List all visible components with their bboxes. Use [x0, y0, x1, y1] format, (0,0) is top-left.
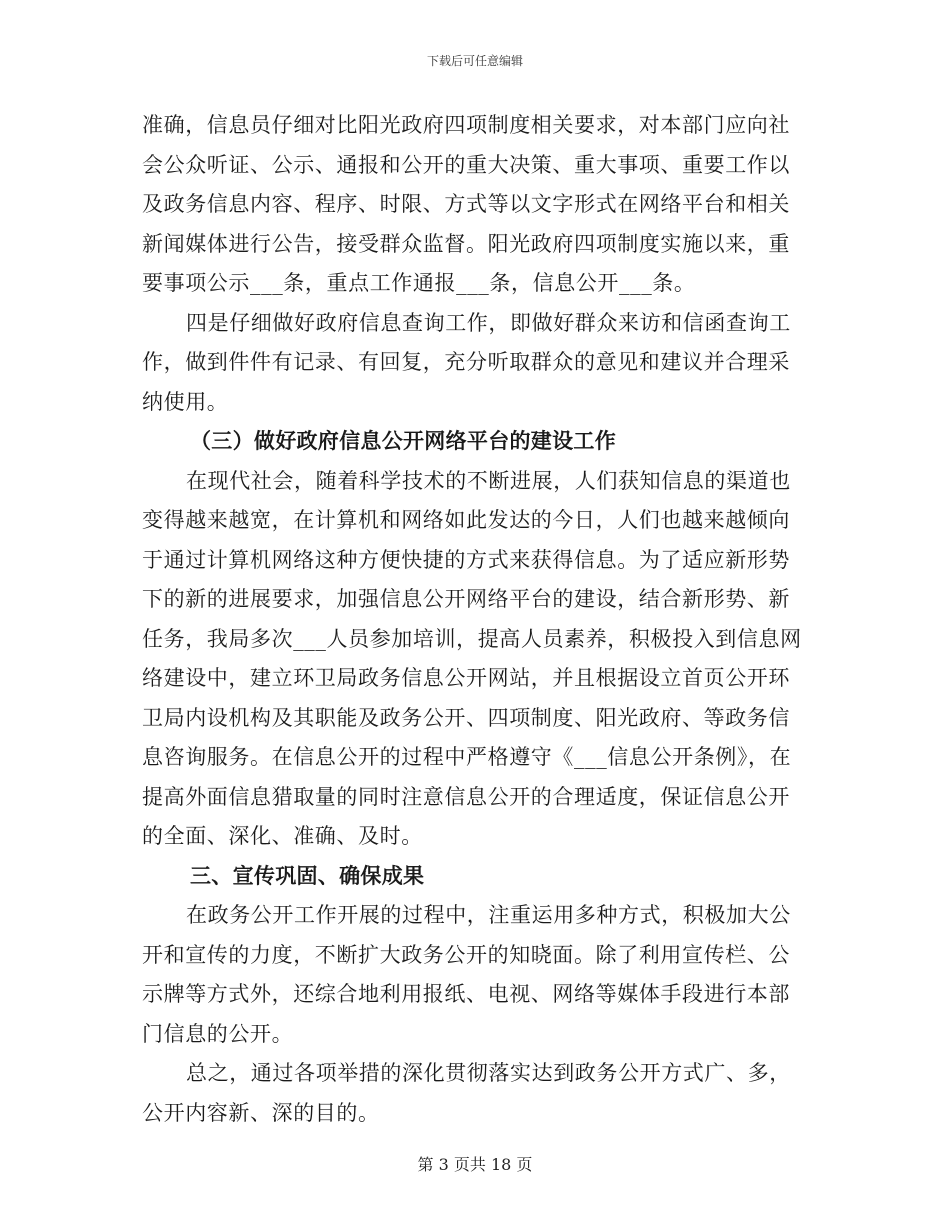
body-line: 息咨询服务。在信息公开的过程中严格遵守《___信息公开条例》，在	[142, 745, 792, 769]
section-heading: 三、宣传巩固、确保成果	[190, 863, 425, 888]
body-line: 任务，我局多次___人员参加培训，提高人员素养，积极投入到信息网	[142, 626, 802, 651]
section-subheading: （三）做好政府信息公开网络平台的建设工作	[190, 429, 616, 453]
body-line: 的全面、深化、准确、及时。	[142, 824, 423, 848]
document-body	[142, 106, 810, 1133]
paragraph-first-line: 在现代社会，随着科学技术的不断进展，人们获知信息的渠道也	[186, 468, 791, 493]
paragraph-first-line: 四是仔细做好政府信息查询工作，即做好群众来访和信函查询工	[186, 310, 791, 335]
body-line: 卫局内设机构及其职能及政务公开、四项制度、阳光政府、等政务信	[142, 705, 790, 730]
paragraph-first-line: 总之，通过各项举措的深化贯彻落实达到政务公开方式广、多，	[186, 1061, 791, 1085]
body-line: 变得越来越宽，在计算机和网络如此发达的今日，人们也越来越倾向	[142, 508, 790, 532]
body-line: 于通过计算机网络这种方便快捷的方式来获得信息。为了适应新形势	[142, 547, 790, 572]
body-line: 下的新的进展要求，加强信息公开网络平台的建设，结合新形势、新	[142, 587, 790, 611]
body-line: 提高外面信息猎取量的同时注意信息公开的合理适度，保证信息公开	[142, 784, 790, 809]
paragraph-first-line: 在政务公开工作开展的过程中，注重运用多种方式，积极加大公	[186, 903, 791, 927]
body-line: 络建设中，建立环卫局政务信息公开网站，并且根据设立首页公开环	[142, 666, 790, 690]
body-line: 作，做到件件有记录、有回复，充分听取群众的意见和建议并合理采	[142, 350, 790, 374]
page-number: 第 3 页共 18 页	[417, 1155, 533, 1174]
body-line: 及政务信息内容、程序、时限、方式等以文字形式在网络平台和相关	[142, 192, 790, 216]
body-line: 要事项公示___条，重点工作通报___条，信息公开___条。	[142, 271, 696, 295]
body-line: 示牌等方式外，还综合地利用报纸、电视、网络等媒体手段进行本部	[142, 982, 790, 1006]
body-line: 准确，信息员仔细对比阳光政府四项制度相关要求，对本部门应向社	[142, 113, 790, 137]
body-line: 会公众听证、公示、通报和公开的重大决策、重大事项、重要工作以	[142, 152, 790, 177]
body-line: 公开内容新、深的目的。	[142, 1100, 380, 1125]
body-line: 纳使用。	[142, 389, 229, 414]
page-header: 下载后可任意编辑	[426, 54, 523, 68]
body-line: 门信息的公开。	[142, 1021, 294, 1046]
body-line: 新闻媒体进行公告，接受群众监督。阳光政府四项制度实施以来，重	[142, 231, 790, 256]
body-line: 开和宣传的力度，不断扩大政务公开的知晓面。除了利用宣传栏、公	[142, 942, 790, 967]
